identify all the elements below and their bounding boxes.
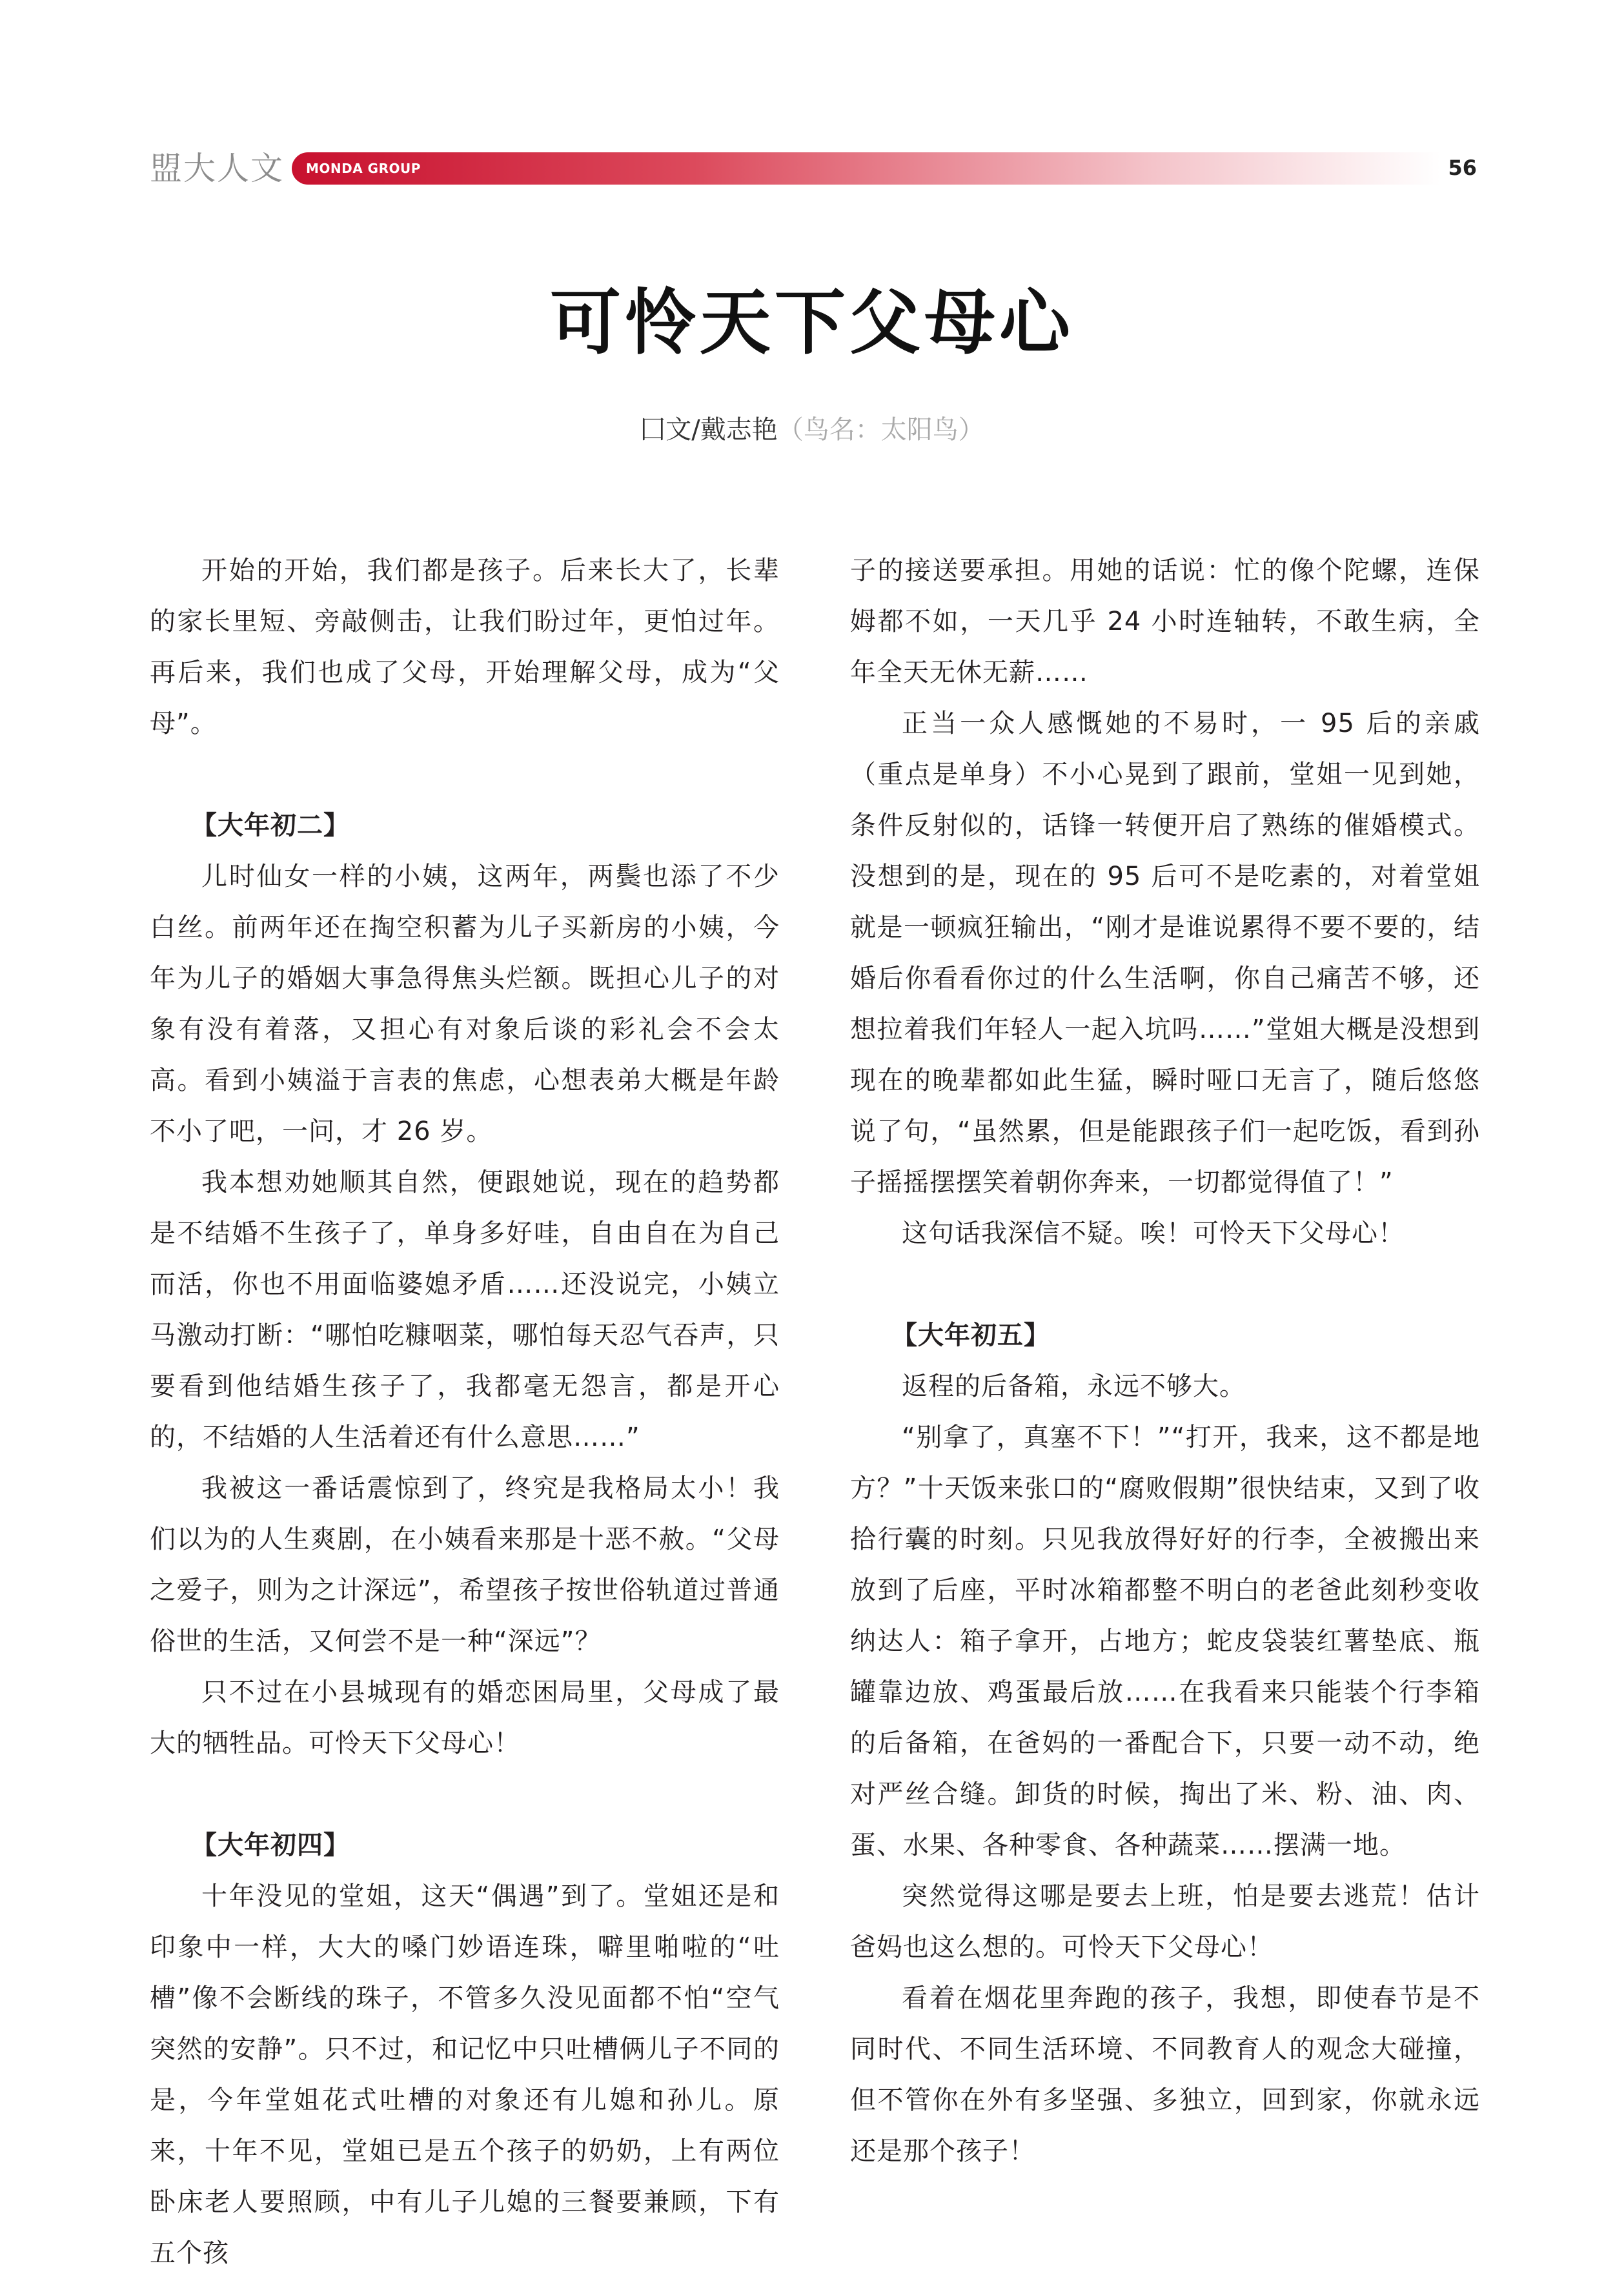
intro-paragraph: 开始的开始，我们都是孩子。后来长大了，长辈的家长里短、旁敲侧击，让我们盼过年，更怕过年。再后来，我们也成了父母，开始理解父母，成为“父母”。	[150, 556, 780, 738]
header-gradient-bar	[292, 152, 1441, 185]
section-heading-day4: 【大年初四】	[191, 1830, 350, 1860]
magazine-brand: 盟大人文	[150, 150, 284, 187]
left-column	[150, 545, 780, 2279]
paragraph: 这句话我深信不疑。唉！可怜天下父母心！	[902, 1219, 1405, 1248]
page-number: 56	[1448, 156, 1477, 180]
paragraph: “别拿了，真塞不下！”“打开，我来，这不都是地方？”十天饭来张口的“腐败假期”很快结束，又到了收拾行囊的时刻。只见我放得好好的行李，全被搬出来放到了后座，平时冰箱都整不明白的老爸此刻秒变收纳达人：箱子拿开，占地方；蛇皮袋装红薯垫底、瓶罐靠边放、鸡蛋最后放……在我看来只能装个行李箱的后备箱，在爸妈的一番配合下，只要一动不动，绝对严丝合缝。卸货的时候，掏出了米、粉、油、肉、蛋、水果、各种零食、各种蔬菜……摆满一地。	[850, 1423, 1480, 1860]
group-label: MONDA GROUP	[306, 161, 421, 176]
byline-author: 囗文/戴志艳	[640, 415, 778, 445]
paragraph: 我本想劝她顺其自然，便跟她说，现在的趋势都是不结婚不生孩子了，单身多好哇，自由自在为自己而活，你也不用面临婆媳矛盾……还没说完，小姨立马激动打断：“哪怕吃糠咽菜，哪怕每天忍气吞声，只要看到他结婚生孩子了，我都毫无怨言，都是开心的，不结婚的人生活着还有什么意思……”	[150, 1168, 780, 1452]
paragraph: 我被这一番话震惊到了，终究是我格局太小！我们以为的人生爽剧，在小姨看来那是十恶不赦。“父母之爱子，则为之计深远”，希望孩子按世俗轨道过普通俗世的生活，又何尝不是一种“深远”？	[150, 1474, 780, 1656]
paragraph: 返程的后备箱，永远不够大。	[902, 1372, 1246, 1401]
paragraph: 正当一众人感慨她的不易时，一 95 后的亲戚（重点是单身）不小心晃到了跟前，堂姐一见到她，条件反射似的，话锋一转便开启了熟练的催婚模式。没想到的是，现在的 95 后可不是吃素的，对着堂姐就是一顿疯狂输出，“刚才是谁说累得不要不要的，结婚后你看看你过的什么生活啊，你自己痛苦不够，还想拉着我们年轻人一起入坑吗……”堂姐大概是没想到现在的晚辈都如此生猛，瞬时哑口无言了，随后悠悠说了句，“虽然累，但是能跟孩子们一起吃饭，看到孙子摇摇摆摆笑着朝你奔来，一切都觉得值了！”	[850, 709, 1480, 1197]
closing-paragraph: 看着在烟花里奔跑的孩子，我想，即使春节是不同时代、不同生活环境、不同教育人的观念大碰撞，但不管你在外有多坚强、多独立，回到家，你就永远还是那个孩子！	[850, 1983, 1480, 2166]
section-heading-day5: 【大年初五】	[891, 1321, 1050, 1350]
byline	[0, 410, 1624, 449]
byline-penname: （鸟名：太阳鸟）	[777, 415, 984, 445]
paragraph: 只不过在小县城现有的婚恋困局里，父母成了最大的牺牲品。可怜天下父母心！	[150, 1677, 780, 1758]
right-column	[850, 545, 1480, 2177]
paragraph: 儿时仙女一样的小姨，这两年，两鬓也添了不少白丝。前两年还在掏空积蓄为儿子买新房的小姨，今年为儿子的婚姻大事急得焦头烂额。既担心儿子的对象有没有着落，又担心有对象后谈的彩礼会不会太高。看到小姨溢于言表的焦虑，心想表弟大概是年龄不小了吧，一问，才 26 岁。	[150, 862, 780, 1146]
paragraph: 突然觉得这哪是要去上班，怕是要去逃荒！估计爸妈也这么想的。可怜天下父母心！	[850, 1881, 1480, 1962]
paragraph: 十年没见的堂姐，这天“偶遇”到了。堂姐还是和印象中一样，大大的嗓门妙语连珠，噼里啪啦的“吐槽”像不会断线的珠子，不管多久没见面都不怕“空气突然的安静”。只不过，和记忆中只吐槽俩儿子不同的是，今年堂姐花式吐槽的对象还有儿媳和孙儿。原来，十年不见，堂姐已是五个孩子的奶奶，上有两位卧床老人要照顾，中有儿子儿媳的三餐要兼顾，下有五个孩	[150, 1881, 780, 2268]
continued-paragraph: 子的接送要承担。用她的话说：忙的像个陀螺，连保姆都不如，一天几乎 24 小时连轴转，不敢生病，全年全天无休无薪……	[850, 556, 1480, 687]
section-heading-day2: 【大年初二】	[191, 811, 350, 840]
article-title: 可怜天下父母心	[550, 281, 1074, 364]
